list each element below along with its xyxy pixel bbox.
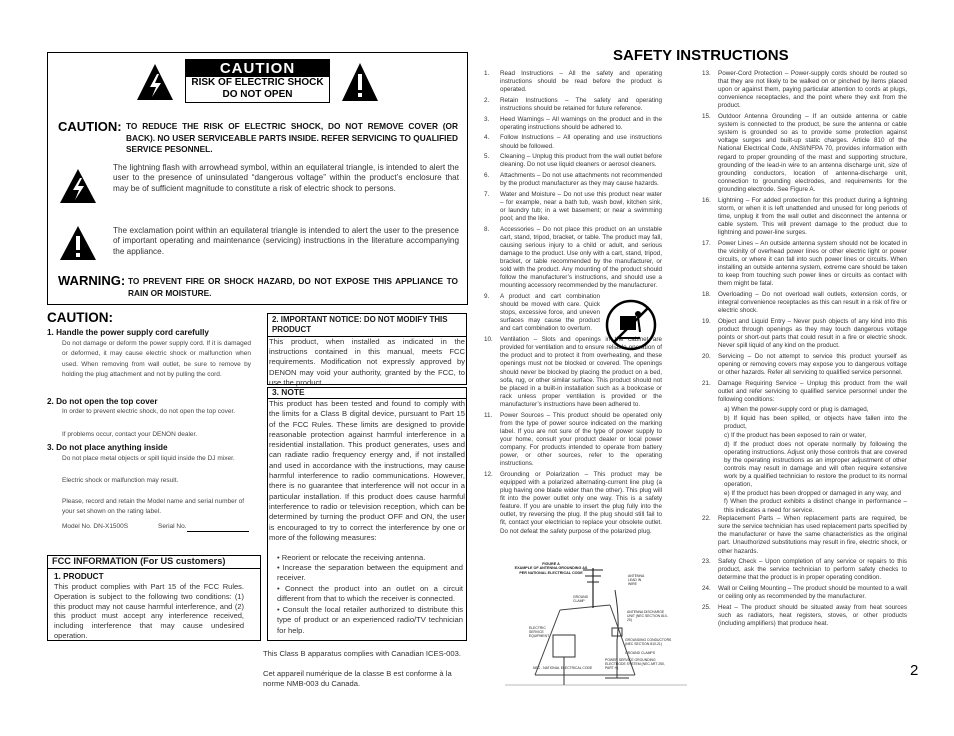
item-text: Damage Requiring Service – Unplug this product from the wall outlet and refer servicing to qualified service personnel under the following conditions:: [718, 379, 907, 403]
item-text: Read Instructions – All the safety and operating instructions should be read before the product is operated.: [500, 70, 662, 94]
exclamation-triangle-small-icon: [58, 224, 98, 262]
note-bullet-2: • Increase the separation between the equipment and receiver.: [277, 563, 463, 583]
item-text: Water and Moisture – Do not use this product near water – for example, near a bath tub, wash bowl, kitchen sink, or laundry tub; in a wet basement; or near a swimming pool; and the like.: [500, 190, 662, 223]
item-number: [702, 415, 718, 431]
item-number: 20.: [702, 352, 711, 360]
item-text: Safety Check – Upon completion of any service or repairs to this product, ask the service technician to perform safety checks to determine that the product is in proper operating condition.: [718, 558, 907, 582]
item-number: 22.: [702, 515, 711, 523]
right-item: [702, 604, 907, 628]
item-number: [702, 490, 718, 498]
item-text: Ventilation – Slots and openings in the cabinet are provided for ventilation and to ensure reliable operation of the product and to protect it from overheating, and these openings must not be blocked or covered. The openings should never be blocked by placing the product on a bed, sofa, rug, or other similar surface. This product should not be placed in a built-in installation such as a bookcase or rack unless proper ventilation is provided or the manufacturer’s instructions have been adhered to.: [500, 336, 662, 408]
caution2-item2-body1: In order to prevent electric shock, do not open the top cover.: [62, 408, 236, 415]
caution2-record-note: Please, record and retain the Model name and serial number of your set shown on the rating label.: [62, 498, 245, 516]
item-text: Retain Instructions – The safety and operating instructions should be retained for future reference.: [500, 96, 662, 112]
item-text: Grounding or Polarization – This product may be equipped with a polarized alternating-current line plug (a plug having one blade wider than the other). This plug will fit into the power outlet only one way. This is a safety feature. If you are unable to insert the plug fully into the outlet, try reversing the plug. If the plug should still fail to fit, contact your electrician to replace your obsolete outlet. Do not defeat the safety purpose of the polarized plug.: [500, 470, 662, 535]
item-text: Servicing – Do not attempt to service this product yourself as opening or removing covers may expose you to dangerous voltage or other hazards. Refer all servicing to qualified service personnel.: [718, 352, 907, 376]
caution-banner: [185, 59, 330, 103]
item-text: Heed Warnings – All warnings on the product and in the operating instructions should be adhered to.: [500, 115, 662, 131]
right-item: [702, 515, 907, 555]
item-number: 13.: [702, 70, 711, 77]
item-text: A product and cart combination should be moved with care. Quick stops, excessive force, and uneven surfaces may cause the product and cart combination to overturn.: [500, 293, 600, 333]
right-item: [702, 432, 907, 440]
note-bullet-3: • Connect the product into an outlet on a circuit different from that to which the receiver is connected.: [277, 584, 463, 604]
caution2-title: CAUTION:: [47, 310, 113, 325]
item-text: Heat – The product should be situated away from heat sources such as radiators, heat registers, stoves, or other products (including amplifiers) that produce heat.: [718, 603, 907, 628]
item-number: 23.: [702, 558, 711, 566]
item-number: 8.: [484, 225, 490, 233]
caution-banner-sub1: RISK OF ELECTRIC SHOCK: [191, 77, 324, 88]
fcc-product-body: This product complies with Part 15 of the FCC Rules. Operation is subject to the following two conditions: (1) this product may not cause harmful interference, and (2) this product must accept any interference received, including interference that may cause undesired operation.: [54, 582, 244, 640]
left-item: [484, 412, 662, 469]
note-body: This product has been tested and found to comply with the limits for a Class B digital device, pursuant to Part 15 of the FCC Rules. These limits are designed to provide reasonable protection against harmful interference in a residential installation. This product generates, uses and can radiate radio frequency energy and, if not installed and used in accordance with the instructions, may cause harmful interference to radio communications. However, there is no guarantee that interference will not occur in a particular installation. If this product does cause harmful interference to radio or television reception, which can be determined by turning the product OFF and ON, the user is encouraged to try to correct the interference by one or more of the following measures:: [269, 399, 465, 542]
serial-number-line: [187, 531, 249, 532]
caution-banner-title: CAUTION: [186, 60, 329, 77]
right-item: [702, 291, 907, 315]
note-bullet-1: • Reorient or relocate the receiving antenna.: [277, 553, 426, 562]
right-item: [702, 441, 907, 490]
canada-statement-fr: Cet appareil numérique de la classe B est conforme à la norme NMB-003 du Canada.: [263, 669, 452, 689]
item-text: Attachments – Do not use attachments not recommended by the product manufacturer as they may cause hazards.: [500, 172, 662, 188]
item-number: 2.: [484, 96, 490, 104]
right-item: [702, 558, 907, 582]
figure-label-clamps: GROUND CLAMPS: [625, 651, 655, 655]
right-item: [702, 585, 907, 601]
item-number: 4.: [484, 134, 490, 142]
item-text: c) If the product has been exposed to rain or water,: [724, 431, 867, 439]
item-text: Outdoor Antenna Grounding – If an outside antenna or cable system is connected to the product, be sure the antenna or cable system is grounded so as to provide some protection against voltage surges and built-up static charges. Article 810 of the National Electrical Code, ANSI/NFPA 70, provides information with regard to proper grounding of the mast and supporting structure, grounding of the lead-in wire to an antenna discharge unit, size of grounding conductors, location of antenna-discharge unit, connection to grounding electrodes, and requirements for the grounding electrode. See Figure A.: [718, 113, 907, 193]
left-item: [484, 153, 662, 169]
item-number: 17.: [702, 239, 711, 247]
item-number: 7.: [484, 190, 490, 198]
item-number: 9.: [484, 293, 490, 301]
figure-label-nec: NEC - NATIONAL ELECTRICAL CODE: [533, 666, 593, 670]
item-number: 24.: [702, 585, 711, 593]
item-text: Accessories – Do not place this product on an unstable cart, stand, tripod, bracket, or table. The product may fall, causing serious injury to a child or adult, and serious damage to the product. Use only with a cart, stand, tripod, bracket, or table recommended by the manufacturer, or sold with the product. Any mounting of the product should follow the manufacturer’s instructions, and should use a mounting accessory recommended by the manufacturer.: [500, 225, 662, 290]
figure-label-lead-in: ANTENNA LEAD IN WIRE: [628, 574, 645, 586]
caution-banner-sub2: DO NOT OPEN: [222, 89, 293, 100]
canada-statement: This Class B apparatus complies with Canadian ICES-003.: [263, 649, 461, 658]
right-item: [702, 490, 907, 498]
note-bullet-4: • Consult the local retailer authorized to distribute this type of product or an experienced radio/TV technician for help.: [277, 605, 463, 635]
item-text: d) If the product does not operate normally by following the operating instructions. Adjust only those controls that are covered by the operating instructions as an improper adjustment of other controls may result in damage and will often require extensive work by a qualified technician to restore the product to its normal operation,: [724, 440, 907, 489]
item-number: 15.: [702, 113, 711, 121]
item-text: Follow Instructions – All operating and use instructions should be followed.: [500, 134, 662, 150]
item-number: [702, 406, 718, 414]
item-text: b) If liquid has been spilled, or objects have fallen into the product,: [724, 415, 907, 431]
note-head: 3. NOTE: [267, 387, 467, 399]
left-item: [484, 226, 662, 291]
left-item: [484, 172, 662, 188]
figure-label-service: ELECTRIC SERVICE EQUIPMENT: [529, 626, 550, 638]
right-item: [702, 113, 907, 194]
item-number: [702, 441, 718, 490]
caution2-item1-body: Do not damage or deform the power supply cord. If it is damaged or deformed, it may cause electric shock or malfunction when used. When removing from wall outlet, be sure to remove by holding the plug attachment and not by pulling the cord.: [62, 340, 251, 378]
item-number: 10.: [484, 336, 493, 344]
exclamation-explanation: The exclamation point within an equilateral triangle is intended to alert the user to the presence of important operating and maintenance (servicing) instructions in the literature accompanying the appliance.: [113, 226, 459, 256]
caution2-item3-body2: Electric shock or malfunction may result.: [62, 477, 179, 484]
safety-title: SAFETY INSTRUCTIONS: [613, 47, 789, 64]
item-text: Power-Cord Protection – Power-supply cords should be routed so that they are not likely to be walked on or pinched by items placed upon or against them, paying particular attention to cords at plugs, convenience receptacles, and the point where they exit from the product.: [718, 70, 907, 110]
item-text: Power Sources – This product should be operated only from the type of power source indicated on the marking label. If you are not sure of the type of power supply to your home, consult your product dealer or local power company. For products intended to operate from battery power, or other sources, refer to the operating instructions.: [500, 411, 662, 468]
fcc-title: FCC INFORMATION (For US customers): [47, 555, 261, 569]
item-number: 21.: [702, 379, 711, 387]
item-text: Replacement Parts – When replacement parts are required, be sure the service technician has used replacement parts specified by the manufacturer or have the same characteristics as the original part. Unauthorized substitutions may result in fire, electric shock, or other hazards.: [718, 515, 908, 555]
item-number: 16.: [702, 196, 711, 204]
right-item: [702, 318, 907, 350]
left-item: [484, 116, 662, 132]
item-number: 3.: [484, 115, 490, 123]
left-item: [484, 134, 662, 150]
right-item: [702, 70, 907, 110]
warning-text: TO PREVENT FIRE OR SHOCK HAZARD, DO NOT EXPOSE THIS APPLIANCE TO RAIN OR MOISTURE.: [128, 276, 458, 298]
item-text: Object and Liquid Entry – Never push objects of any kind into this product through openings as they may touch dangerous voltage points or short-out parts that could result in a fire or electric shock. Never spill liquid of any kind on the product.: [718, 317, 907, 349]
item-number: 6.: [484, 172, 490, 179]
left-item: [484, 191, 662, 223]
left-item: [484, 471, 662, 536]
item-number: [702, 432, 718, 440]
caution-label: CAUTION:: [58, 119, 122, 134]
right-item: [702, 240, 907, 289]
caution2-item3-body1: Do not place metal objects or spill liquid inside the DJ mixer.: [62, 455, 235, 462]
item-number: 12.: [484, 470, 493, 478]
right-item: [702, 380, 907, 404]
item-number: 5.: [484, 153, 490, 161]
figure-label-discharge: ANTENNA DISCHARGE UNIT (NEC SECTION 810-20): [627, 610, 668, 622]
safety-right-column: [702, 70, 907, 631]
item-number: [702, 498, 718, 514]
cart-warning-icon: [604, 298, 658, 352]
caution2-item1-head: 1. Handle the power supply cord carefully: [47, 328, 209, 337]
item-number: 11.: [484, 411, 493, 419]
caution2-item2-body2: If problems occur, contact your DENON dealer.: [62, 431, 198, 438]
model-number: Model No. DN-X1500S: [62, 523, 129, 530]
right-item: [702, 197, 907, 237]
left-item: [484, 97, 662, 113]
figure-label-electrode: POWER SERVICE GROUNDING ELECTRODE SYSTEM (NEC ART 250, PART H): [605, 658, 665, 670]
lightning-explanation: The lightning flash with arrowhead symbol, within an equilateral triangle, is intended to alert the user to the presence of uninsulated “dangerous voltage” within the product’s enclosure that may be of sufficient magnitude to constitute a risk of electric shock to persons.: [113, 163, 459, 193]
notice-head: 2. IMPORTANT NOTICE: DO NOT MODIFY THIS PRODUCT: [267, 313, 467, 337]
left-item: [484, 70, 662, 94]
item-text: Lightning – For added protection for this product during a lightning storm, or when it is left unattended and unused for long periods of time, unplug it from the wall outlet and disconnect the antenna or cable system. This will prevent damage to the product due to lightning and power-line surges.: [718, 196, 907, 236]
item-text: Overloading – Do not overload wall outlets, extension cords, or integral convenience receptacles as this can result in a risk of fire or electric shock.: [718, 290, 907, 314]
item-text: Wall or Ceiling Mounting – The product should be mounted to a wall or ceiling only as recommended by the manufacturer.: [718, 585, 907, 601]
item-number: 19.: [702, 317, 711, 325]
item-number: 1.: [484, 70, 490, 77]
right-item: [702, 353, 907, 377]
caution2-item2-head: 2. Do not open the top cover: [47, 397, 158, 406]
lightning-triangle-icon: [135, 62, 175, 102]
page-number: 2: [910, 662, 919, 679]
item-text: e) If the product has been dropped or damaged in any way, and: [724, 489, 902, 497]
item-number: 18.: [702, 290, 711, 298]
notice-body: This product, when installed as indicated in the instructions contained in this manual, meets FCC requirements. Modification not expressly approved by DENON may void your authority, granted by the FCC, to use the product.: [269, 337, 465, 387]
lightning-triangle-small-icon: [58, 167, 98, 205]
fcc-product-head: 1. PRODUCT: [54, 572, 104, 581]
item-text: Cleaning – Unplug this product from the wall outlet before cleaning. Do not use liquid cleaners or aerosol cleaners.: [500, 153, 662, 169]
figure-a-title: FIGURE A EXAMPLE OF ANTENNA GROUNDING AS PER NATIONAL ELECTRICAL CODE: [514, 562, 588, 575]
caution-text: TO REDUCE THE RISK OF ELECTRIC SHOCK, DO NOT REMOVE COVER (OR BACK). NO USER SERVICEABLE PARTS INSIDE. REFER SERVICING TO QUALIFIED SERVICE PESONNEL.: [126, 121, 458, 154]
item-text: f) When the product exhibits a distinct change in performance – this indicates a need for service.: [724, 498, 907, 514]
item-text: a) When the power-supply cord or plug is damaged,: [724, 406, 869, 414]
item-text: Power Lines – An outside antenna system should not be located in the vicinity of overhead power lines or other electric light or power circuits, or where it can fall into such power lines or circuits. When installing an outside antenna system, extreme care should be taken to keep from touching such power lines or circuits as contact with them might be fatal.: [718, 239, 907, 288]
exclamation-triangle-icon: [340, 61, 380, 103]
right-item: [702, 415, 907, 431]
figure-label-conductors: GROUNDING CONDUCTORS (NEC SECTION 810-21): [625, 638, 672, 646]
item-number: 25.: [702, 603, 711, 611]
right-item: [702, 498, 907, 514]
caution2-item3-head: 3. Do not place anything inside: [47, 443, 168, 452]
figure-label-ground-clamp: GROUND CLAMP: [573, 595, 589, 603]
notice-box: [267, 337, 467, 385]
warning-label: WARNING:: [58, 273, 126, 288]
right-item: [702, 406, 907, 414]
serial-number-label: Serial No.: [158, 523, 187, 530]
